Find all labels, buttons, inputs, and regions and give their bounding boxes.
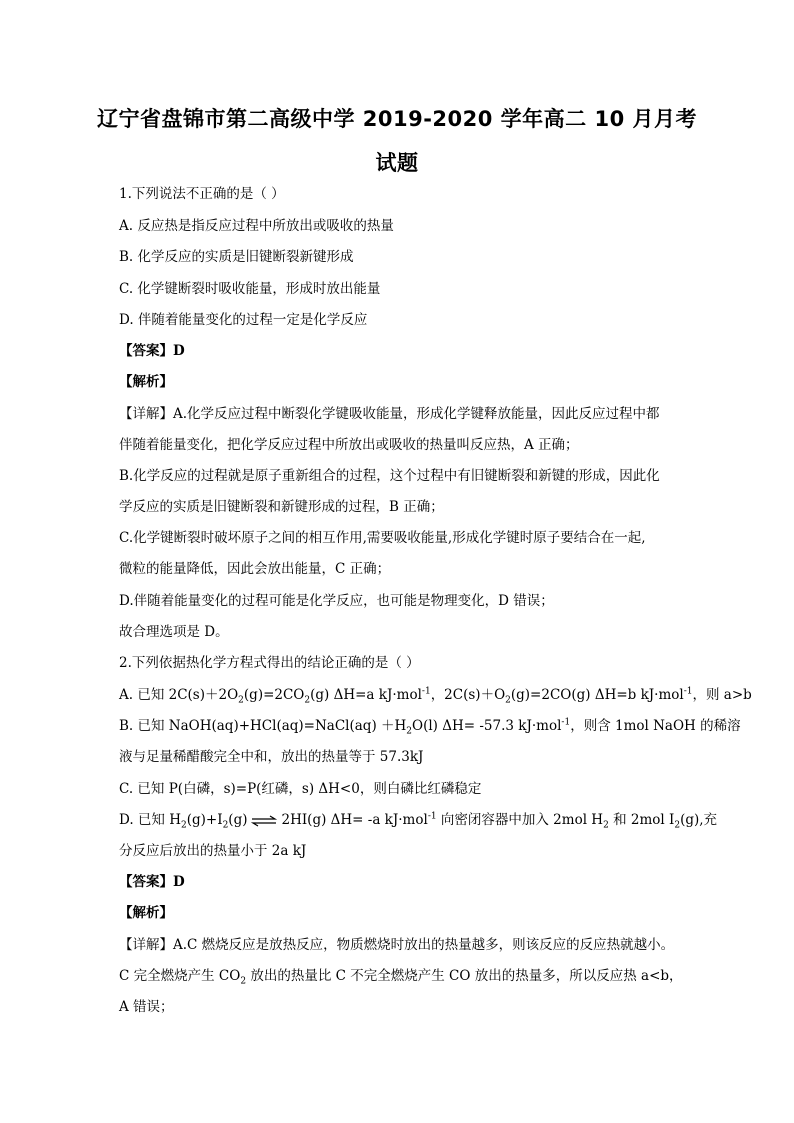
q1-analysis-line: 伴随着能量变化，把化学反应过程中所放出或吸收的热量叫反应热，A 正确； (119, 437, 579, 453)
q1-analysis-line: 故合理选项是 D。 (119, 624, 229, 640)
q1-option-a: A. 反应热是指反应过程中所放出或吸收的热量 (119, 218, 394, 234)
q1-analysis-line: B.化学反应的过程就是原子重新组合的过程，这个过程中有旧键断裂和新键的形成，因此化 (119, 468, 660, 484)
q2-analysis-label: 【解析】 (119, 905, 173, 921)
document-title-continued: 试题 (375, 151, 419, 175)
q2-stem: 2.下列依据热化学方程式得出的结论正确的是（ ） (119, 655, 420, 671)
q1-option-d: D. 伴随着能量变化的过程一定是化学反应 (119, 312, 368, 328)
q1-analysis-line: 微粒的能量降低，因此会放出能量，C 正确； (119, 561, 391, 577)
document-title: 辽宁省盘锦市第二高级中学 2019-2020 学年高二 10 月月考 (96, 107, 698, 131)
q2-option-b-continued: 液与足量稀醋酸完全中和，放出的热量等于 57.3kJ (119, 749, 424, 765)
equilibrium-arrow-icon (251, 816, 277, 826)
q1-analysis-line: C.化学键断裂时破坏原子之间的相互作用,需要吸收能量,形成化学键时原子要结合在一起, (119, 530, 646, 546)
q1-analysis-line: D.伴随着能量变化的过程可能是化学反应，也可能是物理变化，D 错误； (119, 593, 554, 609)
q1-analysis-line: 学反应的实质是旧键断裂和新键形成的过程，B 正确； (119, 499, 444, 515)
q1-stem: 1.下列说法不正确的是（ ） (119, 186, 285, 202)
q2-option-d: D. 已知 $H_2(g)+I_2(g)$ 2HI(g) ΔH= -a kJ·mol$^{-1}$ 向密闭容器中加入 2mol $H_2$ 和 2mol $I_2(g)$,充 (119, 811, 718, 831)
q2-option-c: C. 已知 P(白磷，s)=P(红磷，s) ΔH<0，则白磷比红磷稳定 (119, 781, 482, 797)
q1-option-c: C. 化学键断裂时吸收能量，形成时放出能量 (119, 281, 381, 297)
q1-analysis-line: 【详解】A.化学反应过程中断裂化学键吸收能量，形成化学键释放能量，因此反应过程中都 (119, 406, 660, 422)
q2-analysis-line: A 错误； (119, 999, 174, 1015)
q1-analysis-label: 【解析】 (119, 374, 173, 390)
q2-option-b: B. 已知 NaOH(aq)+HCl(aq)=NaCl(aq) $+H_2O(l)$ ΔH= -57.3 kJ·mol$^{-1}$，则含 1mol NaOH 的稀溶 (119, 717, 741, 737)
q1-option-b: B. 化学反应的实质是旧键断裂新键形成 (119, 249, 354, 265)
q2-option-d-continued: 分反应后放出的热量小于 2a kJ (119, 843, 307, 859)
q2-analysis-line: 【详解】A.C 燃烧反应是放热反应，物质燃烧时放出的热量越多，则该反应的反应热就越小。 (119, 937, 675, 953)
q2-analysis-line: C 完全燃烧产生 $CO_2$ 放出的热量比 C 不完全燃烧产生 CO 放出的热量多，所以反应热 a<b， (119, 968, 683, 987)
q2-option-a: A. 已知 $2C(s)+2O_2(g)=2CO_2(g)$ ΔH=a kJ·mol$^{-1}$，$2C(s)+O_2(g)=2CO(g)$ ΔH=b kJ·mol$^{-1}$，则 a>b (119, 686, 752, 706)
q2-answer: 【答案】D (119, 874, 185, 890)
q1-answer: 【答案】D (119, 343, 185, 359)
